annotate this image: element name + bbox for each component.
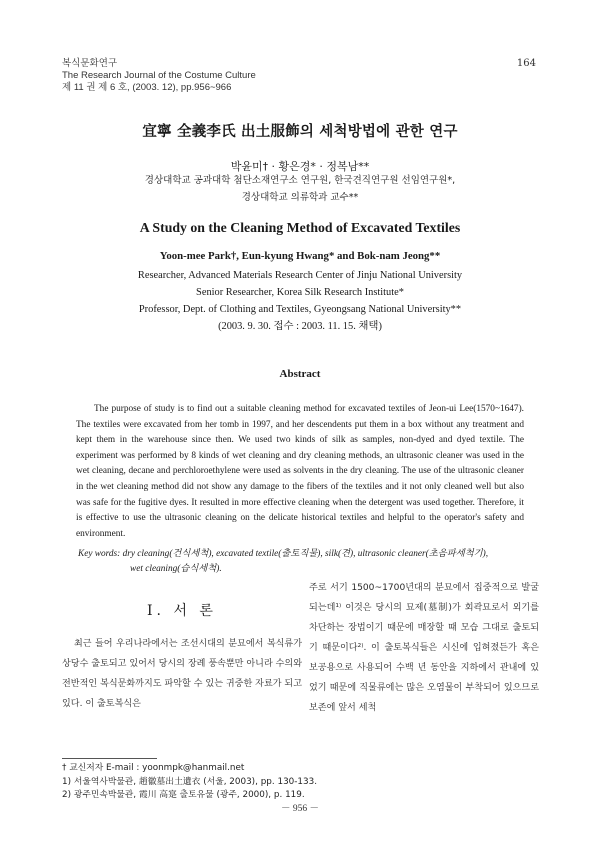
title-english: A Study on the Cleaning Method of Excavated Textiles: [139, 220, 461, 235]
journal-name-ko: 복식문화연구: [62, 58, 118, 69]
authors-korean: 박윤미† · 황은경* · 정복남**: [230, 160, 370, 173]
keywords-line-1: Key words: dry cleaning(건식세척), excavated textile(출토직물), silk(견), ultrasonic cleaner(초음파세척기),: [78, 549, 489, 559]
journal-header: [62, 58, 256, 94]
journal-volume: 제 11 권 제 6 호, (2003. 12), pp.956~966: [62, 82, 232, 93]
affiliation-ko-1: 경상대학교 공과대학 첨단소재연구소 연구원, 한국견직연구원 선임연구원*,: [144, 175, 456, 186]
keywords: [78, 547, 528, 577]
footnote-1: 1) 서울역사박물관, 趙徽墓出土遺衣 (서울, 2003), pp. 130-133.: [62, 776, 318, 787]
section-heading-introduction: Ⅰ. 서 론: [147, 603, 217, 619]
keywords-line-2: wet cleaning(습식세척).: [130, 564, 222, 574]
affiliation-en-3: Professor, Dept. of Clothing and Textiles, Gyeongsang National University**: [138, 304, 462, 315]
page-number-top: 164: [516, 58, 536, 69]
footnote-divider: [62, 758, 157, 759]
affiliation-ko-2: 경상대학교 의류학과 교수**: [241, 192, 359, 203]
footnotes: [62, 762, 317, 803]
footnote-corresponding-author: † 교신저자 E-mail : yoonmpk@hanmail.net: [62, 763, 245, 773]
journal-name-en: The Research Journal of the Costume Culture: [62, 70, 256, 81]
authors-english: Yoon-mee Park†, Eun-kyung Hwang* and Bok-nam Jeong**: [159, 250, 441, 262]
abstract-heading: Abstract: [279, 368, 321, 380]
footnote-2: 2) 광주민속박물관, 霞川 高寔 출토유물 (광주, 2000), p. 119.: [62, 790, 305, 800]
title-korean: 宜寧 全義李氏 出土服飾의 세척방법에 관한 연구: [142, 124, 458, 140]
body-text-left-column: 최근 들어 우리나라에서는 조선시대의 분묘에서 복식류가 상당수 출토되고 있어서 당시의 장례 풍속뿐만 아니라 수의와 전반적인 복식문화까지도 파악할 수 있는 귀중한 자료가 되고 있다. 이 출토복식은: [62, 639, 302, 709]
page-number-bottom: － 956 －: [280, 804, 319, 814]
affiliation-en-1: Researcher, Advanced Materials Research Center of Jinju National University: [137, 270, 463, 281]
body-text-right-column: 주로 서기 1500~1700년대의 분묘에서 집중적으로 발굴되는데¹⁾ 이것은 당시의 묘제(墓制)가 회곽묘로서 외기를 차단하는 장법이기 때문에 매장할 때 모습 그대로 출토되기 때문이다²⁾. 이 출토복식들은 시신에 입혀졌든가 혹은 보공용으로 사용되어 수백 년 동안을 지하에서 관내에 있었기 때문에 직물류에는 많은 오염물이 부착되어 있으므로 보존에 앞서 세척: [309, 583, 539, 713]
received-dates: (2003. 9. 30. 접수 : 2003. 11. 15. 채택): [218, 321, 382, 332]
affiliation-en-2: Senior Researcher, Korea Silk Research Institute*: [196, 287, 404, 298]
abstract-text: The purpose of study is to find out a suitable cleaning method for excavated textiles of Jeon-ui Lee(1570~1647). The textiles were excavated from her tomb in 1997, and her descendents put them in a box without any treatment and kept them in the warehouse since then. We used two kinds of silk as samples, non-dyed and dyed textile. The experiment was performed by 8 kinds of wet cleaning and dry cleaning methods, an ultrasonic cleaner was used in the wet cleaning, decane and perchloroethylene were used as solvents in the dry cleaning. The use of the ultrasonic cleaner in the wet cleaning method did not show any damage to the fibers of the textiles and it not only cleaned well but also was safe for the fugitive dyes. It resulted in more effective cleaning when the detergent was used together. Therefore, it is effective to use the ultrasonic cleaning on the delicate historical textiles and helpful to the operator's safety and environment.: [76, 404, 524, 539]
